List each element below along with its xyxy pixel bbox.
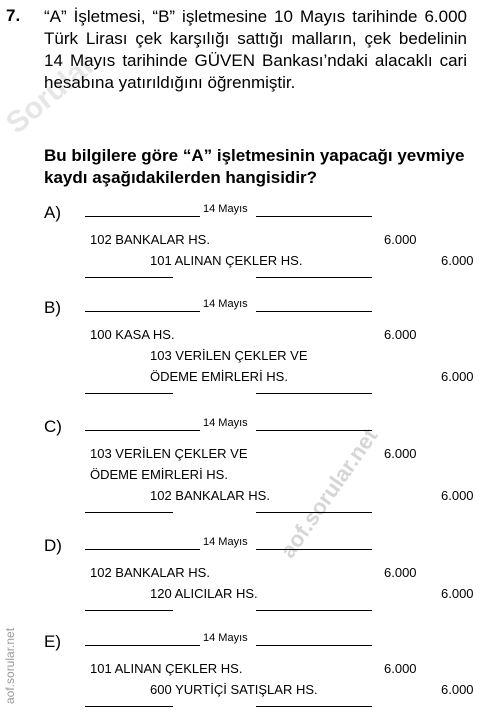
credit-amount: 6.000 <box>441 253 474 268</box>
option-letter[interactable]: D) <box>44 536 62 555</box>
journal-date: 14 Mayıs <box>203 536 248 548</box>
journal-date: 14 Mayıs <box>203 417 248 429</box>
credit-amount: 6.000 <box>441 488 474 503</box>
credit-account: ÖDEME EMİRLERİ HS. <box>150 369 288 384</box>
debit-account: 101 ALINAN ÇEKLER HS. <box>90 661 243 676</box>
journal-date: 14 Mayıs <box>203 632 248 644</box>
credit-account: 120 ALICILAR HS. <box>150 586 258 601</box>
journal-date: 14 Mayıs <box>203 203 248 215</box>
debit-amount: 6.000 <box>384 327 417 342</box>
debit-amount: 6.000 <box>384 232 417 247</box>
credit-account: 101 ALINAN ÇEKLER HS. <box>150 253 303 268</box>
option-letter[interactable]: B) <box>44 298 61 317</box>
journal-bottom-line-right <box>256 706 372 707</box>
credit-amount: 6.000 <box>441 586 474 601</box>
corner-watermark: Sorular <box>0 47 102 141</box>
debit-amount: 6.000 <box>384 446 417 461</box>
journal-top-line-left <box>85 645 200 646</box>
debit-account: ÖDEME EMİRLERİ HS. <box>90 467 228 482</box>
journal-bottom-line-right <box>256 393 372 394</box>
journal-bottom-line-right <box>256 610 372 611</box>
question-stem: “A” İşletmesi, “B” işletmesine 10 Mayıs tarihinde 6.000 Türk Lirası çek karşılığı sattığı malların, çek bedelinin 14 Mayıs tarihinde GÜVEN Bankası’ndaki alacaklı cari hesabına yatırıldığını öğrenmiştir. <box>44 7 467 92</box>
journal-top-line-left <box>85 549 200 550</box>
journal-top-line-left <box>85 430 200 431</box>
debit-amount: 6.000 <box>384 565 417 580</box>
journal-top-line-right <box>256 311 372 312</box>
diagonal-watermark: aof.sorular.net <box>275 423 383 563</box>
journal-top-line-left <box>85 216 200 217</box>
option-letter[interactable]: E) <box>44 632 61 651</box>
journal-bottom-line-right <box>256 277 372 278</box>
debit-account: 102 BANKALAR HS. <box>90 565 210 580</box>
journal-top-line-right <box>256 216 372 217</box>
journal-top-line-left <box>85 311 200 312</box>
debit-account: 103 VERİLEN ÇEKLER VE <box>90 446 248 461</box>
credit-account: 102 BANKALAR HS. <box>150 488 270 503</box>
credit-amount: 6.000 <box>441 682 474 697</box>
journal-bottom-line-left <box>85 277 173 278</box>
debit-account: 100 KASA HS. <box>90 327 175 342</box>
question-number: 7. <box>6 6 21 25</box>
debit-account: 102 BANKALAR HS. <box>90 232 210 247</box>
journal-top-line-right <box>256 645 372 646</box>
credit-account: 600 YURTİÇİ SATIŞLAR HS. <box>150 682 318 697</box>
journal-bottom-line-left <box>85 610 173 611</box>
side-watermark: aof.sorular.net <box>3 627 17 704</box>
credit-amount: 6.000 <box>441 369 474 384</box>
journal-bottom-line-left <box>85 706 173 707</box>
journal-top-line-right <box>256 430 372 431</box>
journal-bottom-line-left <box>85 512 173 513</box>
debit-amount: 6.000 <box>384 661 417 676</box>
question-prompt: Bu bilgilere göre “A” işletmesinin yapacağı yevmiye kaydı aşağıdakilerden hangisidir? <box>44 146 465 187</box>
option-letter[interactable]: C) <box>44 417 62 436</box>
option-letter[interactable]: A) <box>44 203 61 222</box>
journal-date: 14 Mayıs <box>203 298 248 310</box>
credit-account: 103 VERİLEN ÇEKLER VE <box>150 348 308 363</box>
journal-top-line-right <box>256 549 372 550</box>
journal-bottom-line-right <box>256 512 372 513</box>
journal-bottom-line-left <box>85 393 173 394</box>
